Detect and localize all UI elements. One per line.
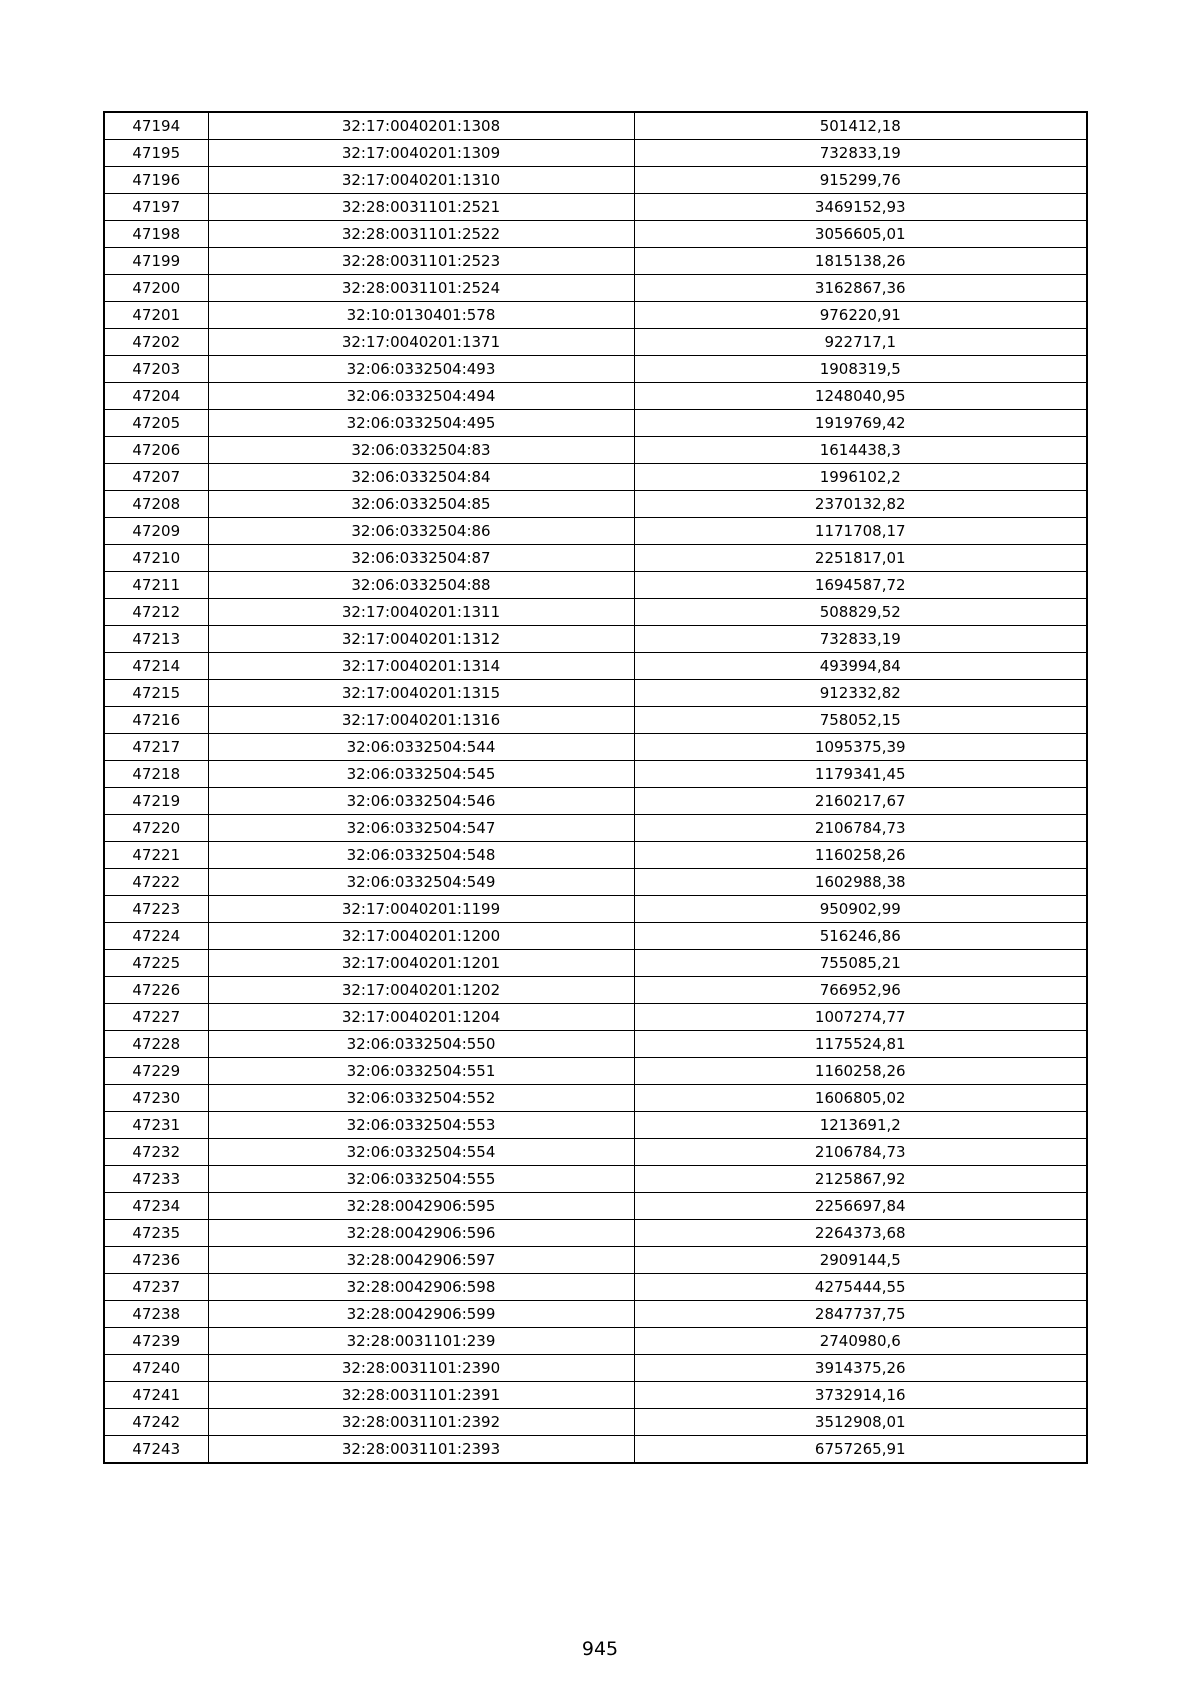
table-row bbox=[104, 167, 1087, 194]
cadastral-value-cell: 493994,84 bbox=[634, 653, 1087, 680]
cadastral-number-cell: 32:28:0031101:2522 bbox=[208, 221, 634, 248]
cadastral-value-cell: 1248040,95 bbox=[634, 383, 1087, 410]
table-row bbox=[104, 1301, 1087, 1328]
row-number-cell: 47205 bbox=[104, 410, 208, 437]
row-number-cell: 47210 bbox=[104, 545, 208, 572]
cadastral-value-cell: 4275444,55 bbox=[634, 1274, 1087, 1301]
cadastral-number-cell: 32:28:0031101:2523 bbox=[208, 248, 634, 275]
row-number-cell: 47241 bbox=[104, 1382, 208, 1409]
table-row bbox=[104, 329, 1087, 356]
cadastral-number-cell: 32:06:0332504:85 bbox=[208, 491, 634, 518]
table-row bbox=[104, 437, 1087, 464]
cadastral-number-cell: 32:17:0040201:1315 bbox=[208, 680, 634, 707]
row-number-cell: 47202 bbox=[104, 329, 208, 356]
cadastral-value-cell: 2106784,73 bbox=[634, 1139, 1087, 1166]
cadastral-value-cell: 1602988,38 bbox=[634, 869, 1087, 896]
cadastral-number-cell: 32:06:0332504:554 bbox=[208, 1139, 634, 1166]
cadastral-number-cell: 32:06:0332504:544 bbox=[208, 734, 634, 761]
cadastral-value-cell: 2106784,73 bbox=[634, 815, 1087, 842]
table-row bbox=[104, 302, 1087, 329]
cadastral-number-cell: 32:28:0031101:2521 bbox=[208, 194, 634, 221]
table-row bbox=[104, 761, 1087, 788]
cadastral-value-cell: 508829,52 bbox=[634, 599, 1087, 626]
cadastral-value-cell: 1095375,39 bbox=[634, 734, 1087, 761]
table-row bbox=[104, 734, 1087, 761]
row-number-cell: 47234 bbox=[104, 1193, 208, 1220]
cadastral-number-cell: 32:06:0332504:545 bbox=[208, 761, 634, 788]
row-number-cell: 47231 bbox=[104, 1112, 208, 1139]
cadastral-value-cell: 1815138,26 bbox=[634, 248, 1087, 275]
cadastral-number-cell: 32:28:0042906:597 bbox=[208, 1247, 634, 1274]
cadastral-number-cell: 32:06:0332504:87 bbox=[208, 545, 634, 572]
table-row bbox=[104, 545, 1087, 572]
cadastral-number-cell: 32:06:0332504:550 bbox=[208, 1031, 634, 1058]
row-number-cell: 47216 bbox=[104, 707, 208, 734]
table-row bbox=[104, 194, 1087, 221]
cadastral-value-cell: 3512908,01 bbox=[634, 1409, 1087, 1436]
row-number-cell: 47239 bbox=[104, 1328, 208, 1355]
cadastral-value-cell: 1908319,5 bbox=[634, 356, 1087, 383]
table-row bbox=[104, 1382, 1087, 1409]
row-number-cell: 47194 bbox=[104, 112, 208, 140]
cadastral-value-cell: 755085,21 bbox=[634, 950, 1087, 977]
row-number-cell: 47211 bbox=[104, 572, 208, 599]
table-row bbox=[104, 1409, 1087, 1436]
row-number-cell: 47217 bbox=[104, 734, 208, 761]
cadastral-value-cell: 3162867,36 bbox=[634, 275, 1087, 302]
cadastral-value-cell: 1007274,77 bbox=[634, 1004, 1087, 1031]
cadastral-number-cell: 32:06:0332504:88 bbox=[208, 572, 634, 599]
cadastral-number-cell: 32:17:0040201:1371 bbox=[208, 329, 634, 356]
cadastral-number-cell: 32:06:0332504:555 bbox=[208, 1166, 634, 1193]
row-number-cell: 47206 bbox=[104, 437, 208, 464]
table-row bbox=[104, 572, 1087, 599]
cadastral-value-cell: 2251817,01 bbox=[634, 545, 1087, 572]
cadastral-value-cell: 3732914,16 bbox=[634, 1382, 1087, 1409]
table-row bbox=[104, 1355, 1087, 1382]
table-row bbox=[104, 275, 1087, 302]
cadastral-number-cell: 32:06:0332504:549 bbox=[208, 869, 634, 896]
row-number-cell: 47199 bbox=[104, 248, 208, 275]
cadastral-number-cell: 32:17:0040201:1311 bbox=[208, 599, 634, 626]
row-number-cell: 47235 bbox=[104, 1220, 208, 1247]
row-number-cell: 47230 bbox=[104, 1085, 208, 1112]
registry-table-body bbox=[104, 112, 1087, 1463]
table-row bbox=[104, 248, 1087, 275]
cadastral-value-cell: 1606805,02 bbox=[634, 1085, 1087, 1112]
cadastral-number-cell: 32:06:0332504:495 bbox=[208, 410, 634, 437]
cadastral-number-cell: 32:17:0040201:1314 bbox=[208, 653, 634, 680]
row-number-cell: 47225 bbox=[104, 950, 208, 977]
cadastral-value-cell: 6757265,91 bbox=[634, 1436, 1087, 1464]
cadastral-value-cell: 1919769,42 bbox=[634, 410, 1087, 437]
table-row bbox=[104, 950, 1087, 977]
row-number-cell: 47232 bbox=[104, 1139, 208, 1166]
cadastral-number-cell: 32:06:0332504:552 bbox=[208, 1085, 634, 1112]
cadastral-value-cell: 2740980,6 bbox=[634, 1328, 1087, 1355]
row-number-cell: 47238 bbox=[104, 1301, 208, 1328]
table-row bbox=[104, 112, 1087, 140]
cadastral-number-cell: 32:06:0332504:494 bbox=[208, 383, 634, 410]
cadastral-number-cell: 32:17:0040201:1202 bbox=[208, 977, 634, 1004]
table-row bbox=[104, 896, 1087, 923]
table-row bbox=[104, 842, 1087, 869]
table-row bbox=[104, 788, 1087, 815]
row-number-cell: 47224 bbox=[104, 923, 208, 950]
table-row bbox=[104, 1193, 1087, 1220]
cadastral-value-cell: 2160217,67 bbox=[634, 788, 1087, 815]
cadastral-value-cell: 950902,99 bbox=[634, 896, 1087, 923]
table-row bbox=[104, 464, 1087, 491]
table-row bbox=[104, 518, 1087, 545]
row-number-cell: 47215 bbox=[104, 680, 208, 707]
row-number-cell: 47212 bbox=[104, 599, 208, 626]
table-row bbox=[104, 869, 1087, 896]
row-number-cell: 47204 bbox=[104, 383, 208, 410]
cadastral-value-cell: 1160258,26 bbox=[634, 842, 1087, 869]
row-number-cell: 47222 bbox=[104, 869, 208, 896]
table-row bbox=[104, 1328, 1087, 1355]
table-row bbox=[104, 1274, 1087, 1301]
row-number-cell: 47197 bbox=[104, 194, 208, 221]
table-row bbox=[104, 1112, 1087, 1139]
cadastral-number-cell: 32:17:0040201:1309 bbox=[208, 140, 634, 167]
cadastral-number-cell: 32:28:0031101:2391 bbox=[208, 1382, 634, 1409]
cadastral-value-cell: 1213691,2 bbox=[634, 1112, 1087, 1139]
cadastral-value-cell: 1160258,26 bbox=[634, 1058, 1087, 1085]
row-number-cell: 47200 bbox=[104, 275, 208, 302]
cadastral-value-cell: 915299,76 bbox=[634, 167, 1087, 194]
row-number-cell: 47209 bbox=[104, 518, 208, 545]
row-number-cell: 47226 bbox=[104, 977, 208, 1004]
table-row bbox=[104, 653, 1087, 680]
cadastral-number-cell: 32:17:0040201:1310 bbox=[208, 167, 634, 194]
cadastral-value-cell: 3914375,26 bbox=[634, 1355, 1087, 1382]
cadastral-number-cell: 32:06:0332504:547 bbox=[208, 815, 634, 842]
cadastral-value-cell: 1179341,45 bbox=[634, 761, 1087, 788]
cadastral-value-cell: 3469152,93 bbox=[634, 194, 1087, 221]
cadastral-value-cell: 2847737,75 bbox=[634, 1301, 1087, 1328]
cadastral-number-cell: 32:17:0040201:1204 bbox=[208, 1004, 634, 1031]
row-number-cell: 47218 bbox=[104, 761, 208, 788]
table-row bbox=[104, 1139, 1087, 1166]
row-number-cell: 47195 bbox=[104, 140, 208, 167]
row-number-cell: 47213 bbox=[104, 626, 208, 653]
row-number-cell: 47208 bbox=[104, 491, 208, 518]
cadastral-number-cell: 32:06:0332504:84 bbox=[208, 464, 634, 491]
cadastral-number-cell: 32:06:0332504:86 bbox=[208, 518, 634, 545]
cadastral-number-cell: 32:17:0040201:1308 bbox=[208, 112, 634, 140]
table-row bbox=[104, 140, 1087, 167]
row-number-cell: 47223 bbox=[104, 896, 208, 923]
table-row bbox=[104, 491, 1087, 518]
cadastral-number-cell: 32:28:0031101:2393 bbox=[208, 1436, 634, 1464]
cadastral-number-cell: 32:06:0332504:546 bbox=[208, 788, 634, 815]
cadastral-number-cell: 32:17:0040201:1201 bbox=[208, 950, 634, 977]
cadastral-value-cell: 976220,91 bbox=[634, 302, 1087, 329]
table-row bbox=[104, 1436, 1087, 1464]
row-number-cell: 47237 bbox=[104, 1274, 208, 1301]
row-number-cell: 47214 bbox=[104, 653, 208, 680]
cadastral-value-cell: 1175524,81 bbox=[634, 1031, 1087, 1058]
row-number-cell: 47228 bbox=[104, 1031, 208, 1058]
table-row bbox=[104, 680, 1087, 707]
table-row bbox=[104, 1220, 1087, 1247]
cadastral-number-cell: 32:28:0031101:2390 bbox=[208, 1355, 634, 1382]
row-number-cell: 47227 bbox=[104, 1004, 208, 1031]
row-number-cell: 47198 bbox=[104, 221, 208, 248]
cadastral-value-cell: 1694587,72 bbox=[634, 572, 1087, 599]
table-row bbox=[104, 1085, 1087, 1112]
cadastral-value-cell: 732833,19 bbox=[634, 140, 1087, 167]
cadastral-number-cell: 32:17:0040201:1316 bbox=[208, 707, 634, 734]
cadastral-value-cell: 758052,15 bbox=[634, 707, 1087, 734]
row-number-cell: 47243 bbox=[104, 1436, 208, 1464]
cadastral-number-cell: 32:28:0031101:2524 bbox=[208, 275, 634, 302]
table-row bbox=[104, 1247, 1087, 1274]
registry-table bbox=[103, 111, 1088, 1464]
table-row bbox=[104, 356, 1087, 383]
table-row bbox=[104, 1166, 1087, 1193]
row-number-cell: 47229 bbox=[104, 1058, 208, 1085]
table-row bbox=[104, 410, 1087, 437]
table-row bbox=[104, 815, 1087, 842]
table-row bbox=[104, 1058, 1087, 1085]
cadastral-number-cell: 32:06:0332504:83 bbox=[208, 437, 634, 464]
cadastral-value-cell: 1996102,2 bbox=[634, 464, 1087, 491]
cadastral-number-cell: 32:06:0332504:553 bbox=[208, 1112, 634, 1139]
table-row bbox=[104, 1004, 1087, 1031]
page-number: 945 bbox=[581, 1638, 619, 1660]
cadastral-number-cell: 32:06:0332504:551 bbox=[208, 1058, 634, 1085]
cadastral-number-cell: 32:17:0040201:1312 bbox=[208, 626, 634, 653]
cadastral-value-cell: 3056605,01 bbox=[634, 221, 1087, 248]
table-row bbox=[104, 383, 1087, 410]
row-number-cell: 47233 bbox=[104, 1166, 208, 1193]
cadastral-number-cell: 32:17:0040201:1200 bbox=[208, 923, 634, 950]
cadastral-number-cell: 32:28:0031101:2392 bbox=[208, 1409, 634, 1436]
cadastral-number-cell: 32:28:0042906:599 bbox=[208, 1301, 634, 1328]
row-number-cell: 47221 bbox=[104, 842, 208, 869]
cadastral-value-cell: 501412,18 bbox=[634, 112, 1087, 140]
cadastral-number-cell: 32:17:0040201:1199 bbox=[208, 896, 634, 923]
cadastral-number-cell: 32:06:0332504:548 bbox=[208, 842, 634, 869]
row-number-cell: 47242 bbox=[104, 1409, 208, 1436]
cadastral-value-cell: 2909144,5 bbox=[634, 1247, 1087, 1274]
row-number-cell: 47240 bbox=[104, 1355, 208, 1382]
cadastral-value-cell: 1614438,3 bbox=[634, 437, 1087, 464]
cadastral-number-cell: 32:06:0332504:493 bbox=[208, 356, 634, 383]
cadastral-value-cell: 2370132,82 bbox=[634, 491, 1087, 518]
cadastral-value-cell: 2125867,92 bbox=[634, 1166, 1087, 1193]
cadastral-value-cell: 2256697,84 bbox=[634, 1193, 1087, 1220]
table-row bbox=[104, 977, 1087, 1004]
row-number-cell: 47196 bbox=[104, 167, 208, 194]
cadastral-value-cell: 766952,96 bbox=[634, 977, 1087, 1004]
cadastral-value-cell: 516246,86 bbox=[634, 923, 1087, 950]
table-row bbox=[104, 626, 1087, 653]
cadastral-number-cell: 32:28:0042906:595 bbox=[208, 1193, 634, 1220]
row-number-cell: 47220 bbox=[104, 815, 208, 842]
table-row bbox=[104, 707, 1087, 734]
cadastral-value-cell: 2264373,68 bbox=[634, 1220, 1087, 1247]
row-number-cell: 47236 bbox=[104, 1247, 208, 1274]
row-number-cell: 47219 bbox=[104, 788, 208, 815]
row-number-cell: 47207 bbox=[104, 464, 208, 491]
cadastral-number-cell: 32:10:0130401:578 bbox=[208, 302, 634, 329]
table-row bbox=[104, 599, 1087, 626]
table-row bbox=[104, 221, 1087, 248]
cadastral-number-cell: 32:28:0031101:239 bbox=[208, 1328, 634, 1355]
cadastral-value-cell: 912332,82 bbox=[634, 680, 1087, 707]
row-number-cell: 47203 bbox=[104, 356, 208, 383]
row-number-cell: 47201 bbox=[104, 302, 208, 329]
cadastral-value-cell: 732833,19 bbox=[634, 626, 1087, 653]
table-row bbox=[104, 1031, 1087, 1058]
cadastral-value-cell: 1171708,17 bbox=[634, 518, 1087, 545]
cadastral-value-cell: 922717,1 bbox=[634, 329, 1087, 356]
cadastral-number-cell: 32:28:0042906:596 bbox=[208, 1220, 634, 1247]
cadastral-number-cell: 32:28:0042906:598 bbox=[208, 1274, 634, 1301]
table-row bbox=[104, 923, 1087, 950]
